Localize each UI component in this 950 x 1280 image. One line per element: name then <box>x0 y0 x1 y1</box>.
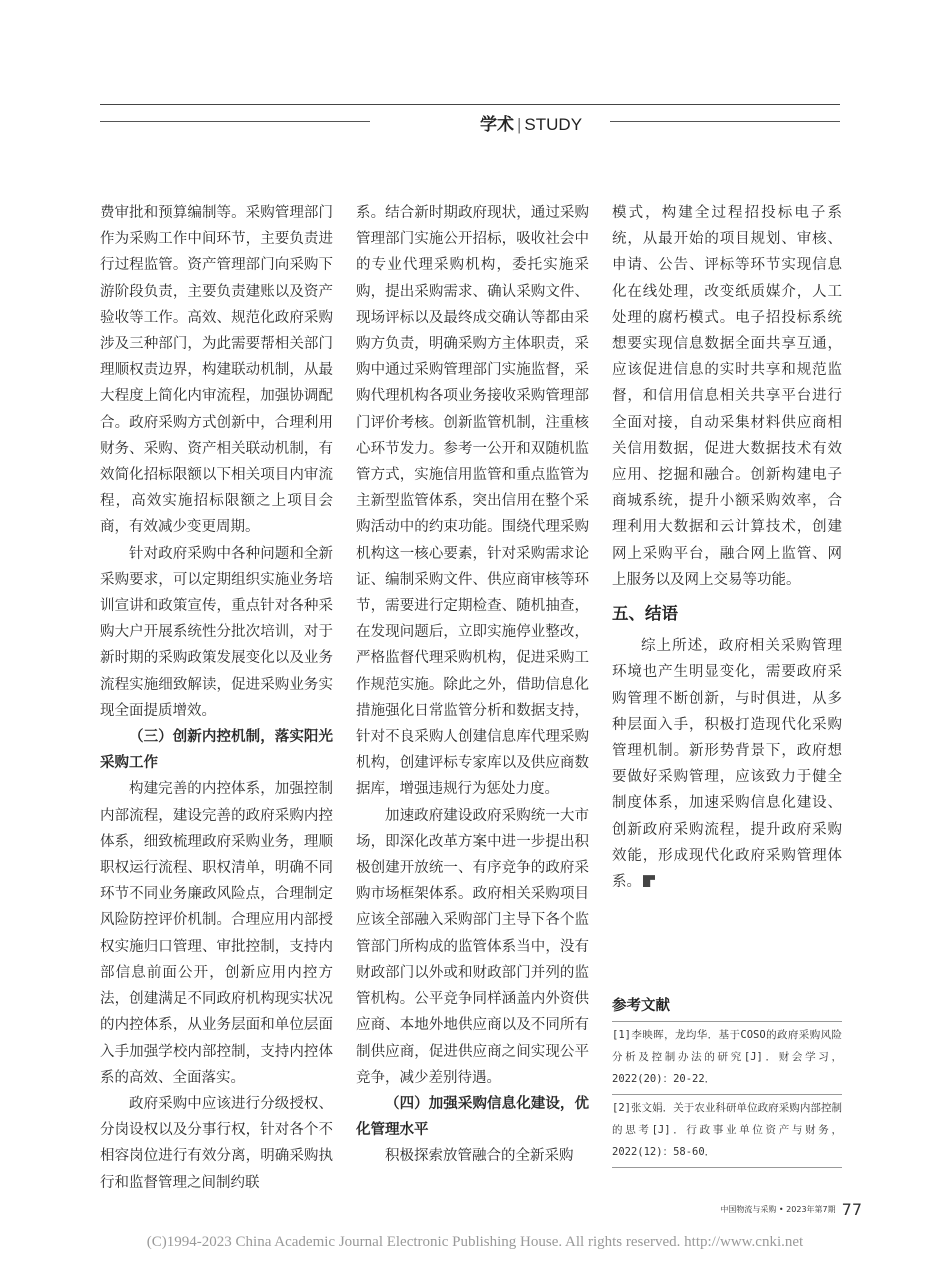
paragraph: 加速政府建设政府采购统一大市场，即深化改革方案中进一步提出积极创建开放统一、有序竞争的政府采购市场框架体系。政府相关采购项目应该全部融入采购部门主导下各个监管部门所构成的监管体系当中，没有财政部门以外或和财政部门并列的监管机构。公平竞争同样涵盖内外资供应商、本地外地供应商以及不同所有制供应商，促进供应商之间实现公平竞争，减少差别待遇。 <box>356 807 589 1086</box>
paragraph: 构建完善的内控体系，加强控制内部流程，建设完善的政府采购内控体系，细致梳理政府采购业务，理顺职权运行流程、职权清单，明确不同环节不同业务廉政风险点，合理制定风险防控评价机制。合理应用内部授权实施归口管理、审批控制，支持内部信息前面公开，创新应用内控方法，创建满足不同政府机构现实状况的内控体系，从业务层面和单位层面入手加强学校内部控制，支持内控体系的高效、全面落实。 <box>100 781 333 1086</box>
references <box>612 994 842 1168</box>
paragraph: 积极探索放管融合的全新采购 <box>385 1148 574 1165</box>
page-number: 77 <box>841 1200 862 1219</box>
column-1 <box>100 200 333 1196</box>
paragraph-text: 综上所述，政府相关采购管理环境也产生明显变化，需要政府采购管理不断创新，与时俱进，从多种层面入手，积极打造现代化采购管理机制。新形势背景下，政府想要做好采购管理，应该致力于健全制度体系，加速采购信息化建设、创新政府采购流程，提升政府采购效能，形成现代化政府采购管理体系。 <box>612 638 842 891</box>
paragraph: 模式，构建全过程招投标电子系统，从最开始的项目规划、审核、申请、公告、评标等环节实现信息化在线处理，改变纸质媒介，人工处理的腐朽模式。电子招投标系统想要实现信息数据全面共享互通，应该促进信息的实时共享和规范监督，和信用信息相关共享平台进行全面对接，自动采集材料供应商相关信用数据，促进大数据技术有效应用、挖掘和融合。创新构建电子商城系统，提升小额采购效率，合理利用大数据和云计算技术，创建网上采购平台，融合网上监管、网上服务以及网上交易等功能。 <box>612 205 842 588</box>
section-heading-conclusion: 五、结语 <box>612 604 678 624</box>
page-footer <box>720 1200 862 1219</box>
reference-item: [1]李映晖，龙均华．基于COSO的政府采购风险分析及控制办法的研究[J]．财会学习，2022(20)：20-22． <box>612 1022 842 1095</box>
section-header <box>100 110 840 134</box>
header-left-rule <box>100 121 370 122</box>
subsection-heading-4: （四）加强采购信息化建设，优化管理水平 <box>356 1094 589 1139</box>
header-top-rule <box>100 104 840 105</box>
subsection-heading-3: （三）创新内控机制，落实阳光采购工作 <box>100 728 333 772</box>
reference-item: [2]张文娟．关于农业科研单位政府采购内部控制的思考[J]．行政事业单位资产与财务，2022(12)：58-60． <box>612 1095 842 1168</box>
header-right-rule <box>610 121 840 122</box>
paragraph: 针对政府采购中各种问题和全新采购要求，可以定期组织实施业务培训宣讲和政策宣传，重点针对各种采购大户开展系统性分批次培训，对于新时期的采购政策发展变化以及业务流程实施细致解读，促进采购业务实现全面提质增效。 <box>100 545 333 719</box>
paragraph <box>612 633 842 895</box>
references-title: 参考文献 <box>612 998 670 1014</box>
journal-info: 中国物流与采购 • 2023年第7期 <box>720 1205 836 1214</box>
section-label: 学术 | STUDY <box>480 115 583 135</box>
paragraph: 系。结合新时期政府现状，通过采购管理部门实施公开招标，吸收社会中的专业代理采购机构，委托实施采购，提出采购需求、确认采购文件、现场评标以及最终成交确认等都由采购方负责，明确采购方主体职责，采购中通过采购管理部门实施监督，采购代理机构各项业务接收采购管理部门评价考核。创新监管机制，注重核心环节发力。参考一公开和双随机监管方式，实施信用监管和重点监管为主新型监管体系，突出信用在整个采购活动中的约束功能。围绕代理采购机构这一核心要素，针对采购需求论证、编制采购文件、供应商审核等环节，需要进行定期检查、随机抽查，在发现问题后，立即实施停业整改，严格监督代理采购机构，促进采购工作规范实施。除此之外，借助信息化措施强化日常监管分析和数据支持，针对不良采购人创建信息库代理采购机构，创建评标专家库以及供应商数据库，增强违规行为惩处力度。 <box>356 205 589 798</box>
column-2 <box>356 200 589 1170</box>
copyright-notice: (C)1994-2023 China Academic Journal Electronic Publishing House. All rights reserved. http://www.cnki.net <box>146 1234 804 1250</box>
column-3 <box>612 200 842 895</box>
section-label-cn: 学术 <box>480 115 514 135</box>
paragraph: 费审批和预算编制等。采购管理部门作为采购工作中间环节，主要负责进行过程监管。资产管理部门向采购下游阶段负责，主要负责建账以及资产验收等工作。高效、规范化政府采购涉及三种部门，为此需要帮相关部门理顺权责边界，构建联动机制，从最大程度上简化内审流程，加强协调配合。政府采购方式创新中，合理利用财务、采购、资产相关联动机制，有效简化招标限额以下相关项目内审流程，高效实施招标限额之上项目会商，有效减少变更周期。 <box>100 205 333 536</box>
end-mark-icon <box>643 875 655 887</box>
paragraph: 政府采购中应该进行分级授权、分岗设权以及分事行权，针对各个不相容岗位进行有效分离，明确采购执行和监督管理之间制约联 <box>100 1095 333 1191</box>
section-label-en: STUDY <box>524 115 583 134</box>
